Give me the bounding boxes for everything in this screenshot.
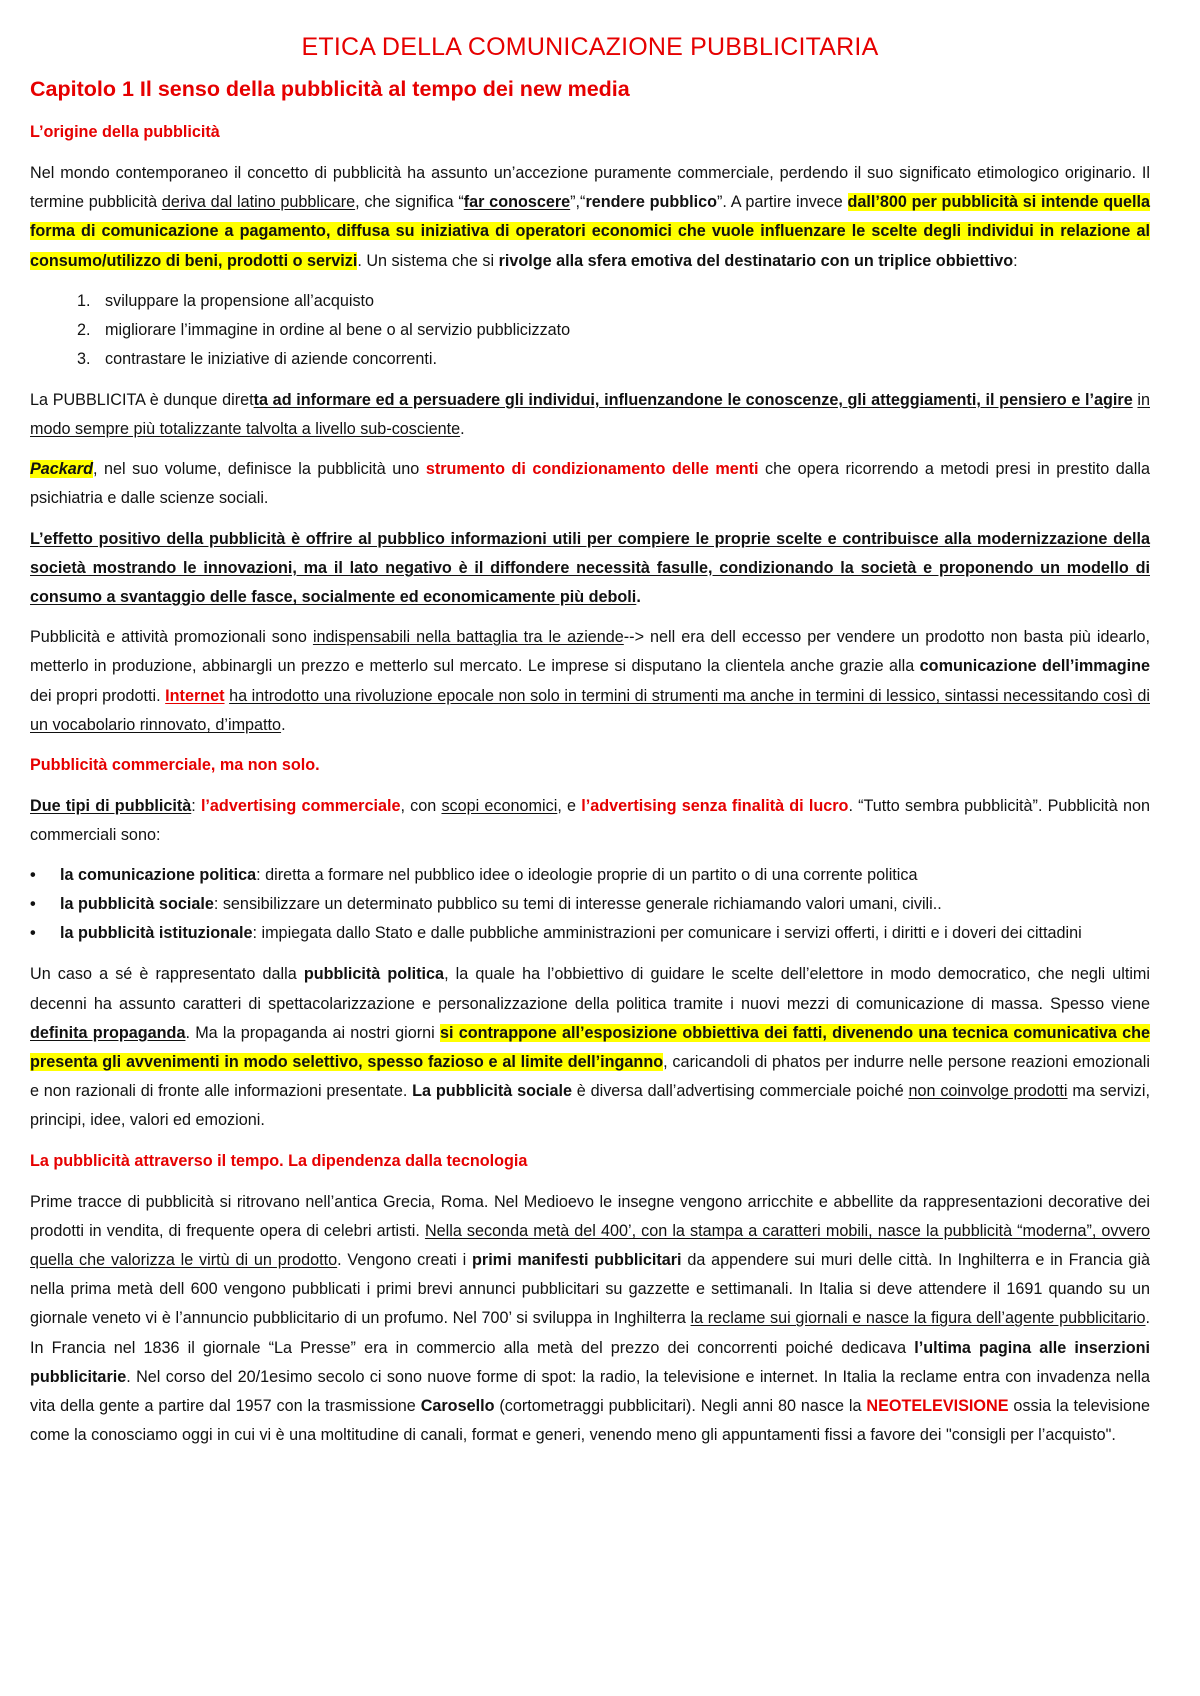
paragraph-due-tipi: Due tipi di pubblicità: l’advertising commerciale, con scopi economici, e l’advertising senza finalità di lucro. “Tutto sembra pubblicità”. Pubblicità non commerciali sono: [30, 797, 1151, 845]
paragraph-attivita-promozionali: Pubblicità e attività promozionali sono indispensabili nella battaglia tra le aziende--> nell era dell eccesso per vendere un prodotto non basta più idearlo, metterlo in produzione, abbinargli un prezzo e metterlo sul mercato. Le imprese si disputano la clientela anche grazie alla comunicazione dell’immagine dei propri prodotti. Internet ha introdotto una rivoluzione epocale non solo in termini di strumenti ma anche in termini di lessico, sintassi necessitando così di un vocabolario rinnovato, d’impatto. [30, 628, 1150, 734]
section-heading-origine: L’origine della pubblicità [30, 123, 220, 141]
paragraph-pubblicita-diretta: La PUBBLICITA è dunque diretta ad informare ed a persuadere gli individui, influenzandone le conoscenze, gli atteggiamenti, il pensiero e l’agire in modo sempre più totalizzante talvolta a livello sub-cosciente. [30, 390, 1150, 439]
non-commercial-list [30, 861, 1150, 948]
bullet-icon: • [30, 895, 36, 914]
paragraph-storia: Prime tracce di pubblicità si ritrovano nell’antica Grecia, Roma. Nel Medioevo le insegne vengono arricchite e abbellite da rappresentazioni decorative dei prodotti in vendita, di frequente opera di celebri artisti. Nella seconda metà del 400’, con la stampa a caratteri mobili, nasce la pubblicità “moderna”, ovvero quella che valorizza le virtù di un prodotto. Vengono creati i primi manifesti pubblicitari da appendere sui muri delle città. In Inghilterra e in Francia già nella prima metà dell 600 vengono pubblicati i primi brevi annunci pubblicitari su gazzette e settimanali. In Italia si deve attendere il 1691 quando su un giornale veneto vi è l’annuncio pubblicitario di un profumo. Nel 700’ si sviluppa in Inghilterra la reclame sui giornali e nasce la figura dell’agente pubblicitario. In Francia nel 1836 il giornale “La Presse” era in commercio alla metà del prezzo dei concorrenti poiché dedicava l’ultima pagina alle inserzioni pubblicitarie. Nel corso del 20/1esimo secolo ci sono nuove forme di spot: la radio, la televisione e internet. In Italia la reclame entra con invadenza nella vita della gente a partire dal 1957 con la trasmissione Carosello (cortometraggi pubblicitari). Negli anni 80 nasce la NEOTELEVISIONE ossia la televisione come la conosciamo oggi in cui vi è una moltitudine di canali, format e generi, venendo meno gli appuntamenti fissi a favore dei "consigli per l’acquisto". [30, 1192, 1151, 1445]
paragraph-effetto-positivo: L’effetto positivo della pubblicità è offrire al pubblico informazioni utili per compiere le proprie scelte e contribuisce alla modernizzazione della società mostrando le innovazioni, ma il lato negativo è il diffondere necessità fasulle, condizionando la società e proponendo un modello di consumo a svantaggio delle fasce, socialmente ed economicamente più deboli. [30, 529, 1150, 607]
document-title: ETICA DELLA COMUNICAZIONE PUBBLICITARIA [301, 33, 879, 61]
paragraph-origine-intro: Nel mondo contemporaneo il concetto di pubblicità ha assunto un’accezione puramente commerciale, perdendo il suo significato etimologico originario. Il termine pubblicità deriva dal latino pubblicare, che significa “far conoscere”,“rendere pubblico”. A partire invece dall’800 per pubblicità si intende quella forma di comunicazione a pagamento, diffusa su iniziativa di operatori economici che vuole influenzare le scelte degli individui in relazione al consumo/utilizzo di beni, prodotti o servizi. Un sistema che si rivolge alla sfera emotiva del destinatario con un triplice obbiettivo: [30, 164, 1151, 270]
chapter-heading: Capitolo 1 Il senso della pubblicità al tempo dei new media [30, 77, 630, 101]
list-item: 3. contrastare le iniziative di aziende concorrenti. [95, 345, 1150, 374]
list-item: • la comunicazione politica: diretta a formare nel pubblico idee o ideologie proprie di un partito o di una corrente politica [60, 861, 1150, 890]
list-item: 1. sviluppare la propensione all’acquisto [95, 287, 1150, 316]
bullet-icon: • [30, 866, 36, 885]
list-item: • la pubblicità sociale: sensibilizzare un determinato pubblico su temi di interesse generale richiamando valori umani, civili.. [60, 890, 1150, 919]
paragraph-packard: Packard, nel suo volume, definisce la pubblicità uno strumento di condizionamento delle menti che opera ricorrendo a metodi presi in prestito dalla psichiatria e dalle scienze sociali. [30, 460, 1150, 508]
list-item: • la pubblicità istituzionale: impiegata dallo Stato e dalle pubbliche amministrazioni per comunicare i servizi offerti, i diritti e i doveri dei cittadini [60, 919, 1150, 948]
list-item: 2. migliorare l’immagine in ordine al bene o al servizio pubblicizzato [95, 316, 1150, 345]
section-heading-tempo: La pubblicità attraverso il tempo. La dipendenza dalla tecnologia [30, 1151, 528, 1170]
objectives-list [30, 287, 1150, 374]
section-heading-commerciale: Pubblicità commerciale, ma non solo. [30, 756, 320, 775]
paragraph-pubblicita-politica: Un caso a sé è rappresentato dalla pubblicità politica, la quale ha l’obbiettivo di guidare le scelte dell’elettore in modo democratico, che negli ultimi decenni ha assunto caratteri di spettacolarizzazione e personalizzazione della politica tramite i nuovi mezzi di comunicazione di massa. Spesso viene definita propaganda. Ma la propaganda ai nostri giorni si contrappone all’esposizione obbiettiva dei fatti, divenendo una tecnica comunicativa che presenta gli avvenimenti in modo selettivo, spesso fazioso e al limite dell’inganno, caricandoli di phatos per indurre nelle persone reazioni emozionali e non razionali di fronte alle informazioni presentate. La pubblicità sociale è diversa dall’advertising commerciale poiché non coinvolge prodotti ma servizi, principi, idee, valori ed emozioni. [30, 965, 1150, 1130]
bullet-icon: • [30, 924, 36, 943]
